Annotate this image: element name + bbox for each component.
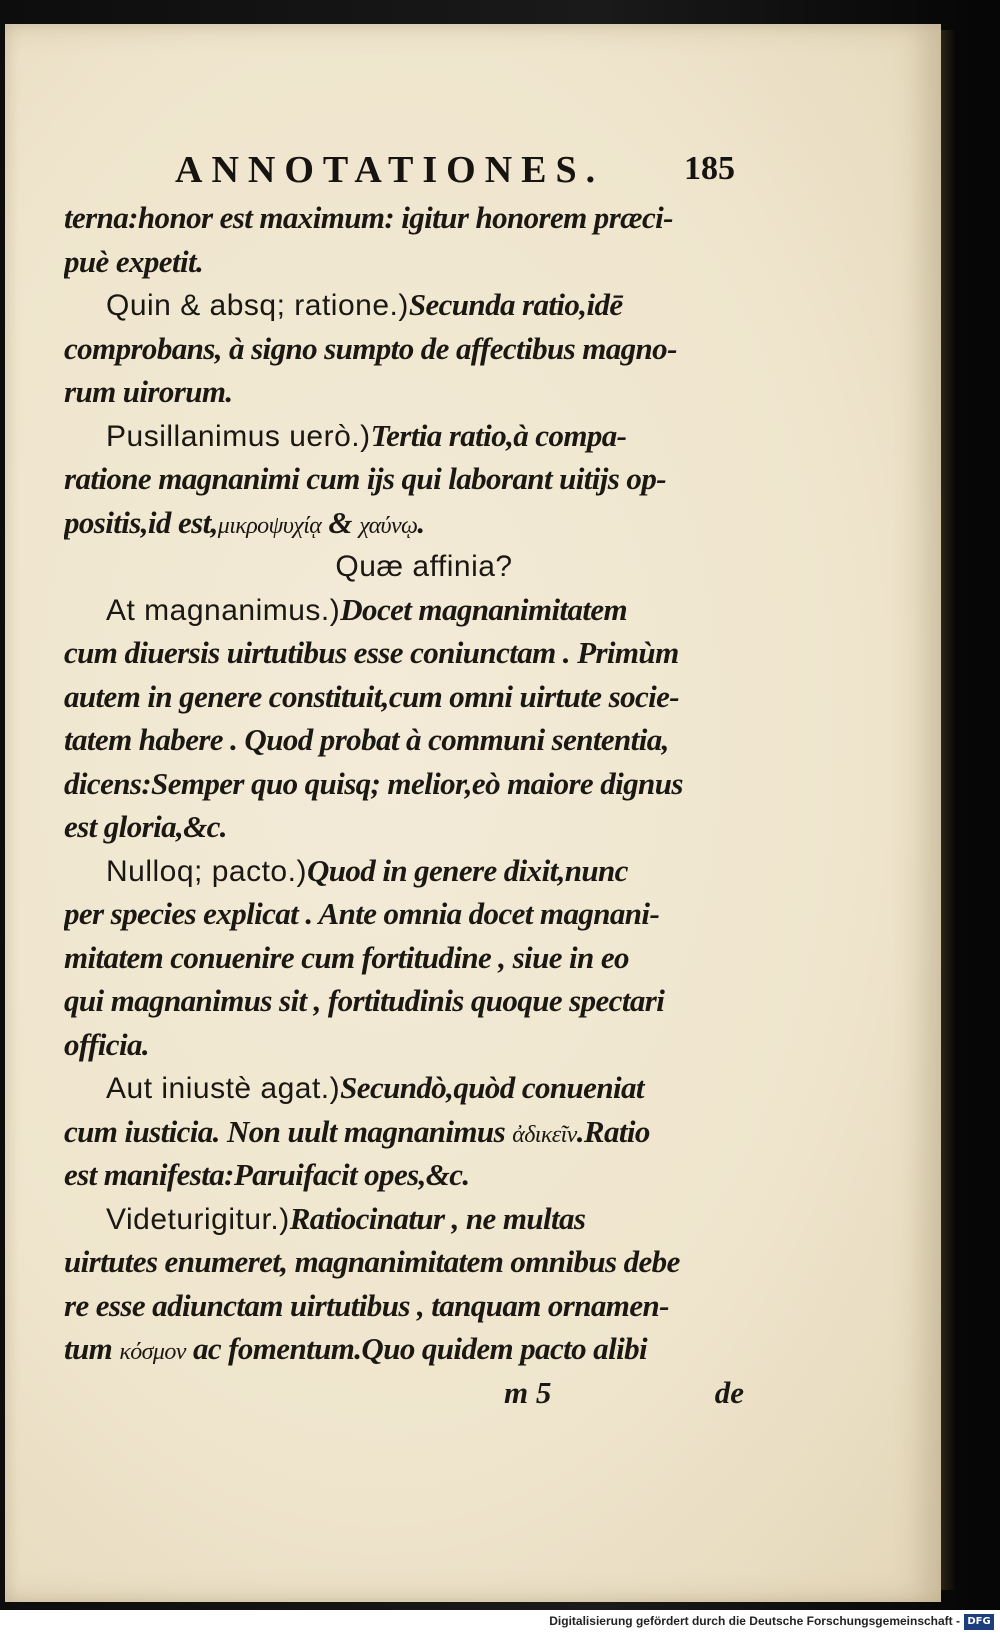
greek-word: κόσμον xyxy=(119,1339,186,1365)
text-line: cum diuersis uirtutibus esse coniunctam . Primùm xyxy=(64,635,679,670)
text-line: per species explicat . Ante omnia docet magnani- xyxy=(64,896,660,931)
text-line: Pusillanimus uerò.)Tertia ratio,à compa- xyxy=(106,417,627,453)
greek-word: μικροψυχίᾳ xyxy=(217,512,322,539)
lemma: At magnanimus.) xyxy=(106,593,341,627)
running-head xyxy=(175,148,735,198)
text-line: officia. xyxy=(64,1026,150,1062)
text-line: est gloria,&c. xyxy=(64,809,227,844)
digitization-footer xyxy=(0,1610,1000,1635)
text-line: ratione magnanimi cum ijs qui laborant uitijs op- xyxy=(64,461,666,496)
text-line: tatem habere . Quod probat à communi sententia, xyxy=(64,722,669,757)
text-line: positis,id est,μικροψυχίᾳ & χαύνῳ. xyxy=(64,504,425,540)
lemma: Pusillanimus uerò.) xyxy=(106,419,371,453)
text-line: autem in genere constituit,cum omni uirtute socie- xyxy=(64,678,680,714)
text-line: mitatem conuenire cum fortitudine , siue in eo xyxy=(64,939,629,975)
text-line: tum κόσμον ac fomentum.Quo quidem pacto alibi xyxy=(64,1331,648,1366)
text-line: cum iusticia. Non uult magnanimus ἀδικεῖν.Ratio xyxy=(64,1113,650,1149)
page-number: 185 xyxy=(684,150,735,187)
greek-word: ἀδικεῖν xyxy=(512,1121,577,1148)
text-line: est manifesta:Paruifacit opes,&c. xyxy=(64,1157,470,1192)
lemma: Quin & absq; ratione.) xyxy=(106,289,409,322)
running-title: ANNOTATIONES. xyxy=(175,149,605,191)
text-line: Aut iniustè agat.)Secundò,quòd conueniat xyxy=(106,1070,644,1105)
text-line: uirtutes enumeret, magnanimitatem omnibus debe xyxy=(64,1244,680,1279)
signature-mark: m 5 xyxy=(504,1374,552,1410)
text-line: puè expetit. xyxy=(64,243,204,279)
text-line: re esse adiunctam uirtutibus , tanquam ornamen- xyxy=(64,1287,669,1323)
text-line: comprobans, à signo sumpto de affectibus magno- xyxy=(64,330,677,366)
text-line: rum uirorum. xyxy=(64,374,233,409)
text-line: terna:honor est maximum: igitur honorem præci- xyxy=(64,200,673,235)
dfg-logo: DFG xyxy=(964,1614,994,1630)
catchword: de xyxy=(714,1374,744,1410)
lemma: Nulloq; pacto.) xyxy=(106,854,307,888)
text-line: qui magnanimus sit , fortitudinis quoque spectari xyxy=(64,983,665,1018)
lemma: Videturigitur.) xyxy=(106,1202,290,1236)
text-line: At magnanimus.)Docet magnanimitatem xyxy=(106,591,628,627)
funding-credit: Digitalisierung gefördert durch die Deutsche Forschungsgemeinschaft - xyxy=(549,1614,960,1628)
signature-line xyxy=(64,1371,744,1415)
section-heading: Quæ affinia? xyxy=(335,550,513,583)
greek-word: χαύνῳ xyxy=(359,512,418,539)
lemma: Aut iniustè agat.) xyxy=(106,1072,341,1105)
page-edge xyxy=(941,30,955,1590)
text-line: Nulloq; pacto.)Quod in genere dixit,nunc xyxy=(106,852,628,888)
text-line: Quin & absq; ratione.)Secunda ratio,idē xyxy=(106,287,623,322)
text-line: dicens:Semper quo quisq; melior,eò maiore dignus xyxy=(64,765,683,801)
text-line: Videturigitur.)Ratiocinatur , ne multas xyxy=(106,1200,586,1236)
text-block xyxy=(64,196,744,1414)
